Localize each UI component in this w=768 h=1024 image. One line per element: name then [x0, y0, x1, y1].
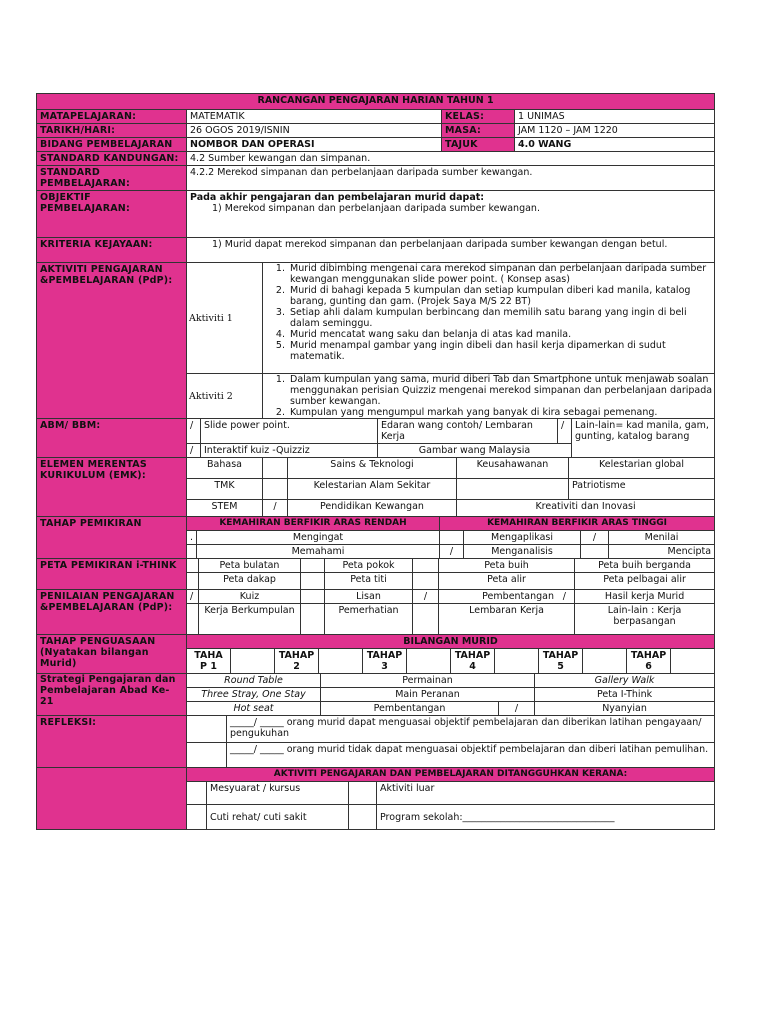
- lesson-plan-table: [36, 93, 715, 830]
- thinking-mark: /: [581, 531, 609, 545]
- activity-1-step: 3. Setiap ahli dalam kumpulan berbincang dan memilih satu barang yang ingin di beli dalam seminggu.: [288, 307, 712, 329]
- reflection-cell: [187, 716, 715, 768]
- high-order-header: KEMAHIRAN BERFIKIR ARAS TINGGI: [440, 517, 715, 531]
- ithink-label: PETA PEMIKIRAN i-THINK: [37, 559, 187, 590]
- emk-item: STEM: [187, 500, 263, 517]
- mastery-label: TAHAP PENGUASAAN (Nyatakan bilangan Murid): [37, 635, 187, 674]
- assessment-item: [439, 590, 575, 604]
- low-order-header: KEMAHIRAN BERFIKIR ARAS RENDAH: [187, 517, 440, 531]
- assessment-item: Kuiz: [199, 590, 301, 604]
- strategy-item: Hot seat: [187, 702, 321, 716]
- field-label: BIDANG PEMBELAJARAN: [37, 138, 187, 152]
- abm-mark: /: [187, 444, 201, 458]
- assessment-mark: /: [413, 590, 439, 604]
- activity-2-step: 1. Dalam kumpulan yang sama, murid diberi Tab dan Smartphone untuk menjawab soalan menggunakan perisian Quizziz mengenai merekod simpanan dan perbelanjaan daripada sumber kewangan.: [288, 374, 712, 407]
- assessment-item-text: Pembentangan: [482, 591, 554, 602]
- strategy-item: Gallery Walk: [535, 674, 715, 688]
- abm-label: ABM/ BBM:: [37, 419, 187, 458]
- assessment-item: Lain-lain : Kerja berpasangan: [575, 604, 715, 635]
- activity-1-label: Aktiviti 1: [189, 312, 233, 324]
- activity-2-list: [266, 374, 712, 418]
- abm-item-money: Gambar wang Malaysia: [378, 444, 572, 458]
- reflection-line-2: _____/ _____ orang murid tidak dapat menguasai objektif pembelajaran dan diberi latihan pemulihan.: [227, 743, 715, 768]
- strategy-item: Round Table: [187, 674, 321, 688]
- assessment-item: Hasil kerja Murid: [575, 590, 715, 604]
- mastery-level: TAHAP 4: [451, 649, 495, 674]
- postponed-header: AKTIVITI PENGAJARAN DAN PEMBELAJARAN DITANGGUHKAN KERANA:: [187, 768, 715, 782]
- thinking-apply: Mengaplikasi: [464, 531, 581, 545]
- topic-label: TAJUK: [442, 138, 515, 152]
- emk-item: Kreativiti dan Inovasi: [457, 500, 715, 517]
- activity-1-cell: [187, 263, 715, 374]
- lesson-plan-sheet: [36, 93, 714, 830]
- reflection-line-1: _____/ _____ orang murid dapat menguasai objektif pembelajaran dan diberikan latihan pengayaan/ pengukuhan: [227, 716, 715, 743]
- assessment-cell: [187, 590, 715, 635]
- abm-item-quiz: Interaktif kuiz -Quizziz: [201, 444, 378, 458]
- thinking-remember: Mengingat: [197, 531, 440, 545]
- abm-cell: [187, 419, 715, 458]
- learning-standard-label: STANDARD PEMBELAJARAN:: [37, 166, 187, 191]
- strategy-label: Strategi Pengajaran dan Pembelajaran Abad Ke-21: [37, 674, 187, 716]
- activity-2-step: 2. Kumpulan yang mengumpul markah yang banyak di kira sebagai pemenang.: [288, 407, 712, 418]
- postponed-item: Mesyuarat / kursus: [207, 782, 349, 805]
- class-value: 1 UNIMAS: [515, 110, 715, 124]
- criteria-label: KRITERIA KEJAYAAN:: [37, 238, 187, 263]
- objective-cell: [187, 191, 715, 238]
- learning-standard-value: 4.2.2 Merekod simpanan dan perbelanjaan daripada sumber kewangan.: [187, 166, 715, 191]
- abm-item-slide: Slide power point.: [201, 419, 378, 444]
- assessment-item: Lembaran Kerja: [439, 604, 575, 635]
- content-standard-value: 4.2 Sumber kewangan dan simpanan.: [187, 152, 715, 166]
- assessment-mark: /: [562, 591, 566, 602]
- postponed-item: Program sekolah:________________________________: [377, 805, 715, 830]
- emk-item: TMK: [187, 479, 263, 500]
- postponed-cell: [187, 782, 715, 830]
- assessment-item: Pemerhatian: [325, 604, 413, 635]
- emk-item: Pendidikan Kewangan: [288, 500, 457, 517]
- mastery-level: TAHA P 1: [187, 649, 231, 674]
- assessment-label: PENILAIAN PENGAJARAN &PEMBELAJARAN (PdP):: [37, 590, 187, 635]
- abm-item-other: Lain-lain= kad manila, gam, gunting, katalog barang: [572, 419, 715, 458]
- subject-label: MATAPELAJARAN:: [37, 110, 187, 124]
- activity-2-cell: [187, 374, 715, 419]
- activity-1-step: 1. Murid dibimbing mengenai cara merekod simpanan dan perbelanjaan daripada sumber kewangan menggunakan slide power point. ( Konsep asas): [288, 263, 712, 285]
- emk-item: Patriotisme: [569, 479, 715, 500]
- activity-1-list: [266, 263, 712, 362]
- time-value: JAM 1120 – JAM 1220: [515, 124, 715, 138]
- class-label: KELAS:: [442, 110, 515, 124]
- content-standard-label: STANDARD KANDUNGAN:: [37, 152, 187, 166]
- thinking-dot: .: [187, 531, 197, 545]
- emk-item: Sains & Teknologi: [288, 458, 457, 479]
- date-value: 26 OGOS 2019/ISNIN: [187, 124, 442, 138]
- ithink-item: Peta pelbagai alir: [575, 573, 715, 590]
- mastery-header: BILANGAN MURID: [187, 635, 715, 649]
- mastery-level: TAHAP 5: [539, 649, 583, 674]
- thinking-mark: /: [440, 545, 464, 559]
- objective-label: OBJEKTIF PEMBELAJARAN:: [37, 191, 187, 238]
- time-label: MASA:: [442, 124, 515, 138]
- thinking-create: Mencipta: [609, 545, 715, 559]
- thinking-evaluate: Menilai: [609, 531, 715, 545]
- topic-value: 4.0 WANG: [515, 138, 715, 152]
- activity-1-step: 5. Murid menampal gambar yang ingin dibeli dan hasil kerja dipamerkan di sudut matematik.: [288, 340, 712, 362]
- activity-1-step: 2. Murid di bahagi kepada 5 kumpulan dan setiap kumpulan diberi kad manila, katalog barang, gunting dan gam. (Projek Saya M/S 22 BT): [288, 285, 712, 307]
- ithink-cell: [187, 559, 715, 590]
- activity-1-content: [263, 262, 716, 374]
- emk-mark: /: [263, 500, 288, 517]
- abm-mark: /: [187, 419, 201, 444]
- activities-label: AKTIVITI PENGAJARAN &PEMBELAJARAN (PdP):: [37, 263, 187, 419]
- strategy-item: Three Stray, One Stay: [187, 688, 321, 702]
- thinking-label: TAHAP PEMIKIRAN: [37, 517, 187, 559]
- mastery-level: TAHAP 2: [275, 649, 319, 674]
- abm-item-edaran: Edaran wang contoh/ Lembaran Kerja: [378, 419, 558, 444]
- strategy-mark: /: [499, 702, 535, 716]
- activity-2-label: Aktiviti 2: [189, 390, 233, 402]
- thinking-cell: [187, 517, 715, 559]
- ithink-item: Peta titi: [325, 573, 413, 590]
- reflection-label: REFLEKSI:: [37, 716, 187, 768]
- ithink-item: Peta bulatan: [199, 559, 301, 573]
- activity-1-step: 4. Murid mencatat wang saku dan belanja di atas kad manila.: [288, 329, 712, 340]
- strategy-item: Pembentangan: [321, 702, 499, 716]
- objective-intro: Pada akhir pengajaran dan pembelajaran murid dapat:: [190, 192, 485, 203]
- subject-value: MATEMATIK: [187, 110, 442, 124]
- ithink-item: Peta pokok: [325, 559, 413, 573]
- ithink-item: Peta alir: [439, 573, 575, 590]
- mastery-level: TAHAP 6: [627, 649, 671, 674]
- emk-item: Kelestarian global: [569, 458, 715, 479]
- emk-item: Bahasa: [187, 458, 263, 479]
- emk-item: Kelestarian Alam Sekitar: [288, 479, 457, 500]
- mastery-level: TAHAP 3: [363, 649, 407, 674]
- assessment-item: Lisan: [325, 590, 413, 604]
- activity-2-content: [263, 373, 716, 419]
- objective-item: 1) Merekod simpanan dan perbelanjaan daripada sumber kewangan.: [212, 203, 540, 214]
- strategy-item: Nyanyian: [535, 702, 715, 716]
- date-label: TARIKH/HARI:: [37, 124, 187, 138]
- plan-title: RANCANGAN PENGAJARAN HARIAN TAHUN 1: [37, 94, 715, 110]
- emk-item: Keusahawanan: [457, 458, 569, 479]
- strategy-item: Main Peranan: [321, 688, 535, 702]
- assessment-item: Kerja Berkumpulan: [199, 604, 301, 635]
- thinking-analyse: Menganalisis: [464, 545, 581, 559]
- field-value: NOMBOR DAN OPERASI: [187, 138, 442, 152]
- postponed-item: Aktiviti luar: [377, 782, 715, 805]
- mastery-cell: [187, 635, 715, 674]
- strategy-item: Permainan: [321, 674, 535, 688]
- ithink-item: Peta buih berganda: [575, 559, 715, 573]
- strategy-item: Peta I-Think: [535, 688, 715, 702]
- postponed-item: Cuti rehat/ cuti sakit: [207, 805, 349, 830]
- thinking-understand: Memahami: [197, 545, 440, 559]
- abm-mark: /: [558, 419, 572, 444]
- criteria-item: 1) Murid dapat merekod simpanan dan perbelanjaan daripada sumber kewangan dengan betul.: [187, 238, 715, 263]
- ithink-item: Peta dakap: [199, 573, 301, 590]
- emk-label: ELEMEN MERENTAS KURIKULUM (EMK):: [37, 458, 187, 517]
- ithink-item: Peta buih: [439, 559, 575, 573]
- emk-cell: [187, 458, 715, 517]
- strategy-cell: [187, 674, 715, 716]
- assessment-mark: /: [187, 590, 199, 604]
